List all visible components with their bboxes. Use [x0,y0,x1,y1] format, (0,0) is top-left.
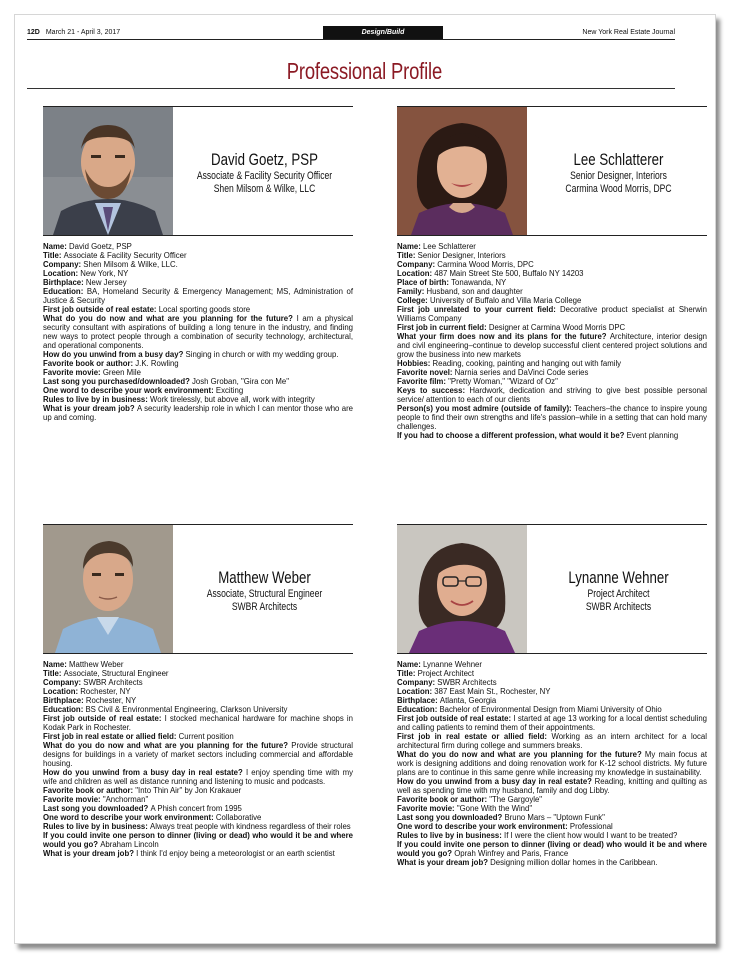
detail-label: Family [397,287,422,296]
detail-label: Name [43,242,65,251]
detail-label: Favorite novel [397,368,450,377]
detail-value: New York, NY [80,269,129,278]
detail-label: Rules to live by in business [43,822,146,831]
detail-label: What do you do now and what are you planning for the future? [397,750,642,759]
publication-name: New York Real Estate Journal [582,29,675,36]
detail-separator: : [173,732,179,741]
detail-label: One word to describe your work environment [43,813,212,822]
detail-line [43,804,353,813]
detail-value: Decorative product specialist at Sherwin Williams Company [397,305,707,323]
detail-value: Reading, cooking, painting and hanging out with family [432,359,622,368]
detail-line [43,813,353,822]
detail-value: Designer at Carmina Wood Morris DPC [488,323,626,332]
detail-line [43,669,353,678]
detail-line [43,786,353,795]
detail-label: Name [43,660,65,669]
detail-value: David Goetz, PSP [69,242,132,251]
detail-line [397,359,707,368]
detail-label: First job outside of real estate [43,305,154,314]
detail-label: First job unrelated to your current field [397,305,554,314]
detail-line [397,251,707,260]
profile-company: Shen Milsom & Wilke, LLC [213,183,316,195]
detail-value: Associate, Structural Engineer [63,669,169,678]
detail-value: Work tirelessly, but above all, work with integrity [150,395,315,404]
detail-separator: : [443,377,449,386]
detail-separator: : [544,732,552,741]
detail-line [43,314,353,350]
detail-line [397,831,707,840]
detail-separator: : [434,705,440,714]
detail-label: Location [397,269,430,278]
detail-line [397,404,707,431]
page-number: 12D [27,29,40,36]
detail-separator: : [569,404,575,413]
detail-line [43,242,353,251]
detail-line [397,687,707,696]
detail-label: First job outside of real estate [43,714,159,723]
detail-line [397,377,707,386]
detail-value: Tonawanda, NY [451,278,507,287]
detail-label: Hobbies [397,359,428,368]
detail-separator: : [75,687,81,696]
detail-value: University of Buffalo and Villa Maria College [429,296,582,305]
detail-value: Provide structural designs for buildings in a variety of market sectors including commercial and affordable housing. [43,741,354,768]
detail-label: Person(s) you most admire (outside of family) [397,404,570,413]
card-bottom-rule [43,235,353,236]
detail-value: A Phish concert from 1995 [150,804,242,813]
detail-line [43,269,353,278]
detail-separator: : [499,831,505,840]
detail-label: Favorite movie [43,368,99,377]
detail-label: First job in current field [397,323,485,332]
detail-separator: : [484,795,490,804]
detail-value: Current position [178,732,234,741]
detail-value: SWBR Architects [83,678,143,687]
detail-label: Education [397,705,435,714]
detail-label: What do you do now and what are you planning for the future? [43,741,289,750]
profile-title: Associate & Facility Security Officer [196,170,333,182]
detail-line [43,795,353,804]
detail-line [43,278,353,287]
detail-line [397,332,707,359]
detail-line [43,305,353,314]
detail-value: Always treat people with kindness regardless of their roles [150,822,351,831]
detail-value: I am a physical security consultant with aspirations of building a long tenure in the industry, and finding new ways to protect people through a combination of security technology, architectural, and operational components. [43,314,353,350]
detail-separator: : [211,813,216,822]
detail-line [397,305,707,323]
detail-value: Event planning [626,431,679,440]
detail-line [397,822,707,831]
detail-line [43,386,353,395]
detail-separator: : [78,260,84,269]
detail-line [43,395,353,404]
detail-value: "Anchorman" [102,795,149,804]
detail-separator: : [153,305,159,314]
detail-value: SWBR Architects [437,678,497,687]
profile-card [397,106,707,238]
detail-value: I started at age 13 working for a local dentist scheduling and calling patients to remind them of their appointments. [397,714,707,732]
detail-label: Location [397,687,430,696]
detail-label: Location [43,687,76,696]
detail-value: Local sporting goods store [158,305,251,314]
profile-name: Matthew Weber [218,568,311,587]
detail-line [397,813,707,822]
title-rule [27,88,675,89]
detail-value: BA, Homeland Security & Emergency Management; MS, Administration of Justice & Security [43,287,354,305]
detail-line [43,678,353,687]
detail-separator: : [98,795,103,804]
detail-label: Title [43,251,59,260]
detail-line [397,795,707,804]
detail-line [397,840,707,858]
detail-separator: : [484,323,489,332]
detail-line [43,377,353,386]
detail-separator: : [435,696,440,705]
profile-name: David Goetz, PSP [211,150,318,169]
profile-details [397,660,707,867]
detail-value: Carmina Wood Morris, DPC [437,260,534,269]
profile-details [397,242,707,440]
detail-line [397,750,707,777]
detail-line [43,368,353,377]
detail-value: Collaborative [215,813,262,822]
detail-separator: : [80,705,86,714]
detail-line [397,732,707,750]
detail-label: What your firm does now and its plans for the future? [397,332,607,341]
detail-separator: : [449,368,455,377]
detail-separator: : [75,269,81,278]
header-left [27,26,120,39]
detail-label: Favorite movie [397,804,453,813]
detail-separator: : [81,278,86,287]
detail-line [43,359,353,368]
profile-details [43,242,353,422]
headshot-photo [43,107,173,235]
detail-line [43,687,353,696]
detail-value: My main focus at work is designing additions and doing renovation work for K-12 school districts. My future plans are to continue in this same genre while increasing my knowledge in sustainability. [397,750,707,777]
detail-label: What is your dream job? [43,849,134,858]
detail-separator: : [58,669,64,678]
detail-line [43,696,353,705]
detail-value: Singing in church or with my wedding group. [185,350,339,359]
detail-label: How do you unwind from a busy day in real estate? [43,768,243,777]
detail-separator: : [412,251,418,260]
detail-line [397,669,707,678]
detail-value: Shen Milsom & Wilke, LLC. [83,260,178,269]
detail-value: If I were the client how would I want to be treated? [504,831,678,840]
detail-line [397,431,707,440]
detail-separator: : [145,395,151,404]
detail-separator: : [452,804,457,813]
detail-label: Rules to live by in business [397,831,500,840]
detail-label: How do you unwind from a busy day in real estate? [397,777,592,786]
name-block [176,150,353,196]
detail-line [43,251,353,260]
detail-line [43,822,353,831]
detail-label: Birthplace [43,278,82,287]
detail-label: What do you do now and what are you planning for the future? [43,314,293,323]
detail-label: Education [43,705,81,714]
detail-line [43,768,353,786]
detail-label: What is your dream job? [43,404,135,413]
detail-value: Lynanne Wehner [423,660,482,669]
detail-value: "Gone With the Wind" [456,804,533,813]
detail-line [43,849,353,858]
detail-line [397,269,707,278]
detail-label: Company [43,260,79,269]
detail-label: Title [43,669,59,678]
detail-label: Favorite book or author [43,359,131,368]
detail-value: Architecture, interior design and civil engineering–continue to develop successful client centered project solutions and grow the business into new markets [397,332,707,359]
detail-separator: : [78,678,84,687]
detail-line [397,714,707,732]
detail-value: A security leadership role in which I can mentor those who are up and coming. [43,404,353,422]
detail-value: Associate & Facility Security Officer [63,251,187,260]
detail-line [397,696,707,705]
name-block [530,568,707,614]
detail-value: 487 Main Street Ste 500, Buffalo NY 14203 [434,269,584,278]
detail-separator: : [418,660,424,669]
detail-label: Name [397,242,419,251]
detail-separator: : [462,386,470,395]
detail-value: J.K. Rowling [135,359,179,368]
detail-value: Atlanta, Georgia [439,696,497,705]
detail-value: Hardwork, dedication and striving to give best possible personal service/ attention to each of our clients [397,386,707,404]
profile-company: Carmina Wood Morris, DPC [565,183,672,195]
profile-details [43,660,353,858]
detail-label: Birthplace [397,696,436,705]
detail-label: Favorite book or author [43,786,131,795]
detail-line [397,660,707,669]
detail-separator: : [98,368,103,377]
detail-label: Title [397,669,413,678]
detail-value: "The Gargoyle" [489,795,543,804]
detail-value: I stocked mechanical hardware for machine shops in Kodak Park in Rochester. [43,714,353,732]
page-header [27,26,675,40]
detail-value: "Into Thin Air" by Jon Krakauer [135,786,242,795]
headshot-photo [43,525,173,653]
detail-line [397,804,707,813]
detail-separator: : [425,296,430,305]
detail-label: Company [397,678,433,687]
detail-separator: : [130,786,136,795]
detail-label: Location [43,269,76,278]
detail-line [397,323,707,332]
detail-label: Favorite book or author [397,795,485,804]
detail-line [397,278,707,287]
detail-label: Title [397,251,413,260]
detail-value: Husband, son and daughter [426,287,523,296]
detail-line [43,660,353,669]
detail-line [43,287,353,305]
detail-line [397,386,707,404]
detail-line [397,678,707,687]
profile-name: Lynanne Wehner [568,568,669,587]
detail-value: Teachers–the chance to inspire young people to find their own strengths and life's passion–while in a setting that can hold many challenges. [397,404,707,431]
detail-separator: : [58,251,64,260]
detail-value: Reading, knitting and quilting as well as spending time with my husband, family and dog Libby. [397,777,708,795]
detail-separator: : [427,359,433,368]
profile-title: Project Architect [587,588,650,600]
profile-name: Lee Schlatterer [573,150,664,169]
detail-separator: : [412,669,418,678]
profile-title: Senior Designer, Interiors [570,170,667,182]
profile-card [43,524,353,656]
detail-separator: : [418,242,424,251]
detail-line [43,741,353,768]
detail-label: First job in real estate or allied field [397,732,545,741]
name-block [176,568,353,614]
profile-company: SWBR Architects [585,601,652,613]
detail-label: Place of birth [397,278,447,287]
detail-label: Company [43,678,79,687]
detail-value: BS Civil & Environmental Engineering, Clarkson University [85,705,288,714]
profile-card [397,524,707,656]
page-title: Professional Profile [286,58,443,84]
detail-value: Bruno Mars – "Uptown Funk" [504,813,605,822]
detail-value: 387 East Main St., Rochester, NY [434,687,551,696]
detail-value: Working as an intern architect for a local architectural firm during college and summers breaks. [397,732,707,750]
detail-line [397,368,707,377]
detail-label: Rules to live by in business [43,395,146,404]
detail-separator: : [432,260,438,269]
detail-separator: : [64,660,70,669]
detail-label: If you had to choose a different profession, what would it be? [397,431,625,440]
detail-label: Birthplace [43,696,82,705]
detail-label: First job outside of real estate [397,714,509,723]
detail-value: Lee Schlatterer [423,242,476,251]
detail-label: Keys to success [397,386,463,395]
detail-label: Company [397,260,433,269]
profile-card [43,106,353,238]
section-label: Design/Build [323,26,443,39]
name-block [530,150,707,196]
detail-separator: : [429,687,435,696]
detail-value: Narnia series and DaVinci Code series [454,368,589,377]
detail-value: Senior Designer, Interiors [417,251,506,260]
detail-separator: : [432,678,438,687]
detail-value: Abraham Lincoln [100,840,159,849]
detail-value: Josh Groban, "Gira con Me" [192,377,290,386]
detail-separator: : [130,359,136,368]
detail-separator: : [421,287,427,296]
detail-value: Project Architect [417,669,474,678]
detail-label: Favorite film [397,377,444,386]
detail-line [43,260,353,269]
detail-label: If you could invite one person to dinner (living or dead) who would it be and where would you go? [43,831,353,849]
detail-separator: : [211,386,216,395]
detail-line [43,404,353,422]
detail-label: Last song you purchased/downloaded? [43,377,190,386]
detail-label: How do you unwind from a busy day? [43,350,184,359]
detail-value: I enjoy spending time with my wife and children as well as distance running and listening to music and podcasts. [43,768,354,786]
detail-value: "Pretty Woman," "Wizard of Oz" [448,377,558,386]
detail-label: If you could invite one person to dinner (living or dead) who would it be and where would you go? [397,840,707,858]
profile-company: SWBR Architects [231,601,298,613]
detail-line [43,732,353,741]
detail-label: Favorite movie [43,795,99,804]
detail-label: Name [397,660,419,669]
detail-label: One word to describe your work environment [43,386,212,395]
detail-line [43,714,353,732]
detail-label: Education [43,287,81,296]
detail-label: First job in real estate or allied field [43,732,174,741]
detail-value: Bachelor of Environmental Design from Miami University of Ohio [439,705,662,714]
detail-line [397,242,707,251]
detail-separator: : [553,305,561,314]
detail-line [397,705,707,714]
detail-label: Last song you downloaded? [43,804,149,813]
card-bottom-rule [397,235,707,236]
detail-line [43,705,353,714]
detail-separator: : [64,242,70,251]
detail-value: Rochester, NY [85,696,137,705]
detail-separator: : [508,714,514,723]
detail-value: I think I'd enjoy being a meteorologist or an earth scientist [136,849,335,858]
detail-value: Oprah Winfrey and Paris, France [454,849,569,858]
detail-value: Rochester, NY [80,687,131,696]
card-bottom-rule [397,653,707,654]
detail-label: Last song you downloaded? [397,813,503,822]
detail-value: Designing million dollar homes in the Caribbean. [490,858,658,867]
detail-separator: : [158,714,165,723]
detail-separator: : [565,822,570,831]
detail-value: Exciting [215,386,244,395]
detail-label: One word to describe your work environment [397,822,566,831]
profile-title: Associate, Structural Engineer [206,588,323,600]
detail-separator: : [446,278,452,287]
issue-date: March 21 - April 3, 2017 [45,29,121,36]
detail-label: What is your dream job? [397,858,488,867]
detail-line [43,350,353,359]
detail-line [397,296,707,305]
detail-label: College [397,296,426,305]
detail-value: Professional [569,822,613,831]
detail-separator: : [81,696,86,705]
detail-separator: : [429,269,435,278]
detail-value: Green Mile [102,368,141,377]
detail-line [397,858,707,867]
headshot-photo [397,107,527,235]
detail-line [397,287,707,296]
detail-value: Matthew Weber [69,660,124,669]
detail-separator: : [80,287,87,296]
detail-line [397,260,707,269]
card-bottom-rule [43,653,353,654]
detail-line [397,777,707,795]
detail-value: New Jersey [85,278,127,287]
headshot-photo [397,525,527,653]
detail-line [43,831,353,849]
detail-separator: : [145,822,151,831]
